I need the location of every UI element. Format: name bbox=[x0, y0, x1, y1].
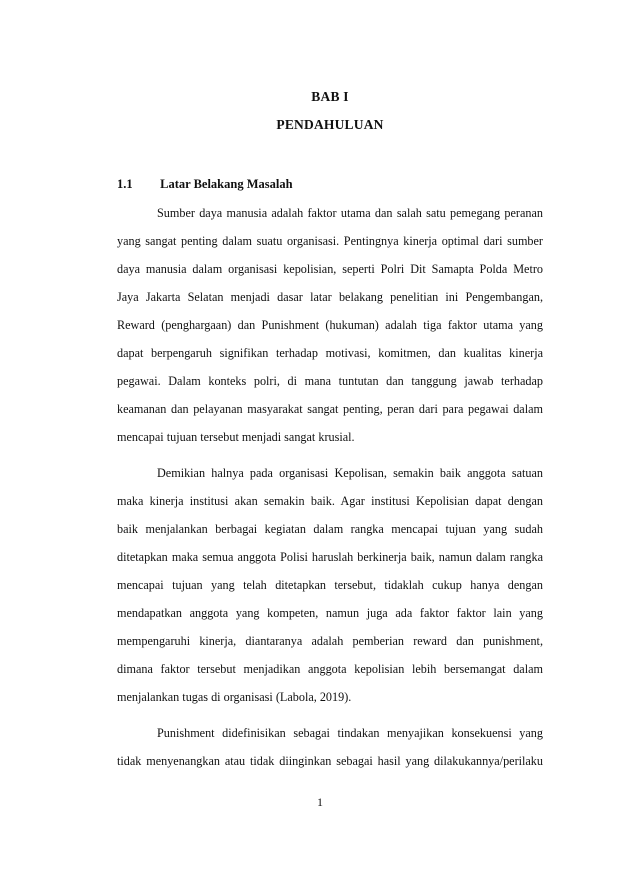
paragraph-line: baik menjalankan berbagai kegiatan dalam rangka mencapai tujuan yang sudah bbox=[117, 522, 543, 536]
chapter-label: BAB I bbox=[311, 89, 349, 104]
paragraph-line: Demikian halnya pada organisasi Kepolisan, semakin baik anggota satuan bbox=[157, 466, 543, 480]
paragraph-line: keamanan dan pelayanan masyarakat sangat penting, peran dari para pegawai dalam bbox=[117, 402, 543, 416]
chapter-title: PENDAHULUAN bbox=[276, 117, 384, 132]
paragraph-line: dimana faktor tersebut menjadikan anggota kepolisian lebih bersemangat dalam bbox=[117, 662, 543, 676]
paragraph-line: Sumber daya manusia adalah faktor utama dan salah satu pemegang peranan bbox=[157, 206, 543, 220]
paragraph-line: ditetapkan maka semua anggota Polisi haruslah berkinerja baik, namun dalam rangka bbox=[117, 550, 543, 564]
paragraph-line: menjalankan tugas di organisasi (Labola, 2019). bbox=[117, 690, 352, 704]
paragraph-line: pegawai. Dalam konteks polri, di mana tuntutan dan tanggung jawab terhadap bbox=[117, 374, 543, 388]
paragraph-line: Reward (penghargaan) dan Punishment (hukuman) adalah tiga faktor utama yang bbox=[117, 318, 543, 332]
paragraph-line: Punishment didefinisikan sebagai tindakan menyajikan konsekuensi yang bbox=[157, 726, 543, 740]
section-heading bbox=[117, 177, 293, 192]
paragraph-line: maka kinerja institusi akan semakin baik. Agar institusi Kepolisian dapat dengan bbox=[117, 494, 543, 508]
paragraph-line: dapat berpengaruh signifikan terhadap motivasi, komitmen, dan kualitas kinerja bbox=[117, 346, 543, 360]
paragraph-line: mencapai tujuan yang telah ditetapkan tersebut, tidaklah cukup hanya dengan bbox=[117, 578, 543, 592]
paragraph-line: tidak menyenangkan atau tidak diinginkan sebagai hasil yang dilakukannya/perilaku bbox=[117, 754, 543, 768]
paragraph-line: mendapatkan anggota yang kompeten, namun juga ada faktor faktor lain yang bbox=[117, 606, 543, 620]
section-title: Latar Belakang Masalah bbox=[160, 177, 293, 191]
section-number: 1.1 bbox=[117, 177, 133, 191]
paragraph-line: daya manusia dalam organisasi kepolisian, seperti Polri Dit Samapta Polda Metro bbox=[117, 262, 543, 276]
paragraph-line: yang sangat penting dalam suatu organisasi. Pentingnya kinerja optimal dari sumber bbox=[117, 234, 543, 248]
paragraph-line: Jaya Jakarta Selatan menjadi dasar latar belakang penelitian ini Pengembangan, bbox=[117, 290, 543, 304]
page-number: 1 bbox=[317, 795, 323, 809]
paragraph-line: mempengaruhi kinerja, diantaranya adalah pemberian reward dan punishment, bbox=[117, 634, 543, 648]
paragraph-line: mencapai tujuan tersebut menjadi sangat krusial. bbox=[117, 430, 355, 444]
